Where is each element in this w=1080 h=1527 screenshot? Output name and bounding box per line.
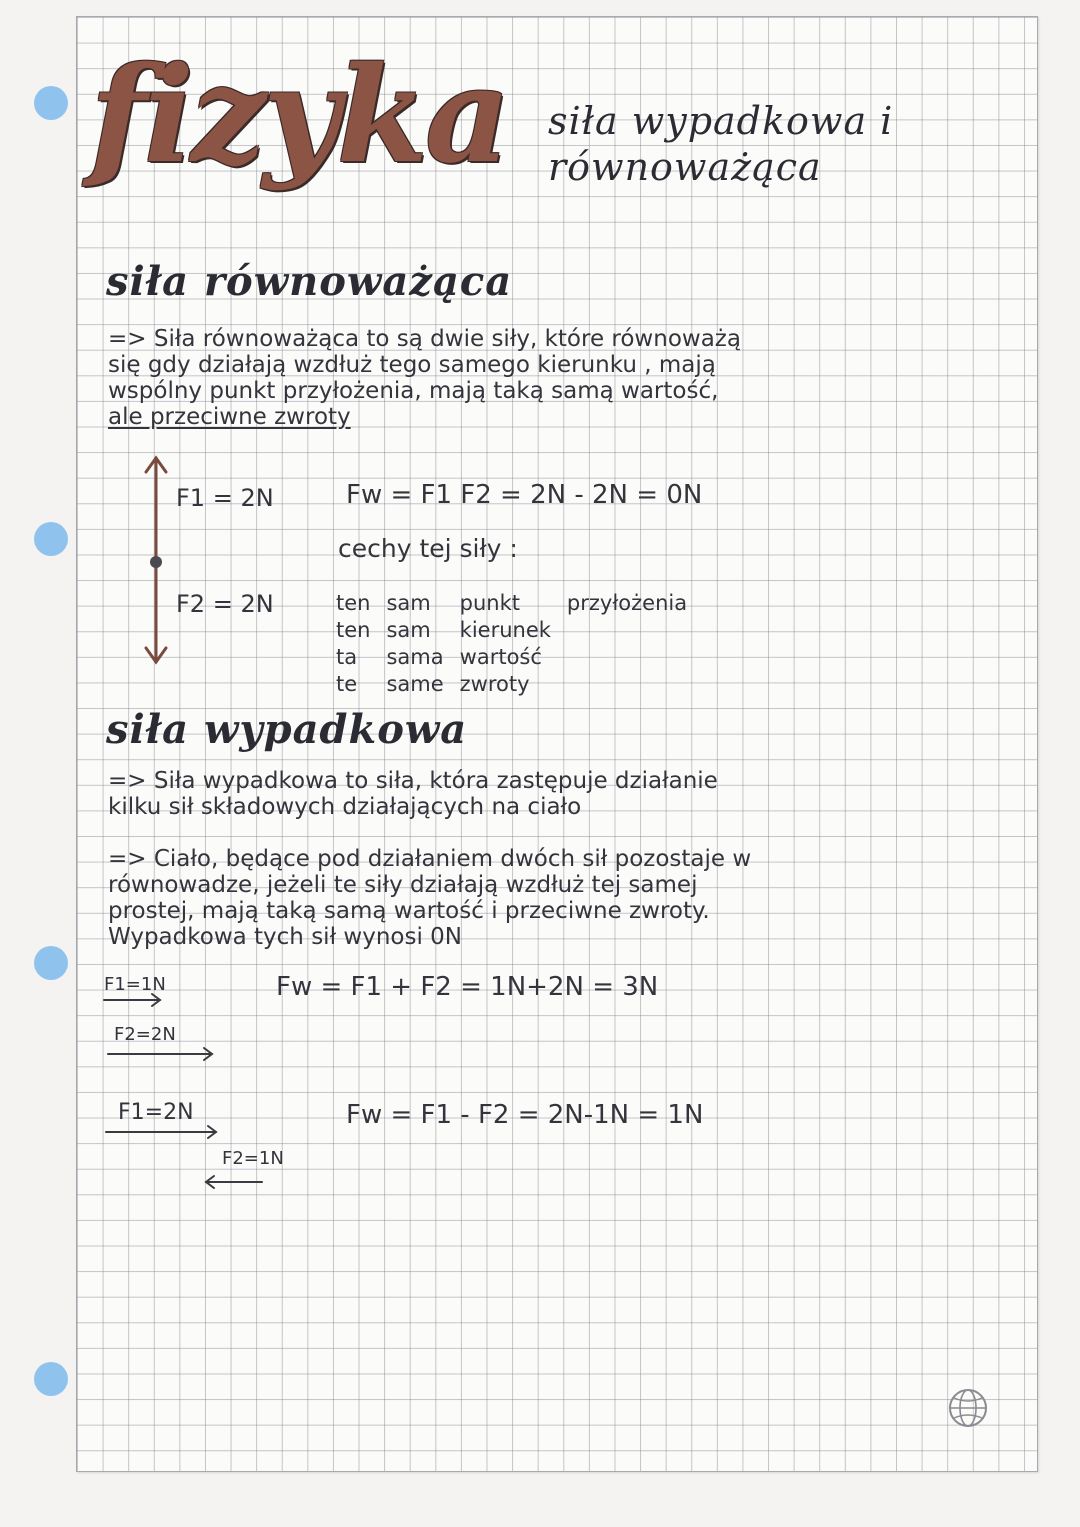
feature-word <box>567 671 703 698</box>
feature-word: sam <box>386 618 431 642</box>
definition-line: ale przeciwne zwroty <box>108 404 351 430</box>
feature-word: przyłożenia <box>566 591 688 615</box>
subject-title: fizyka <box>90 38 508 193</box>
feature-word: ten <box>336 591 371 615</box>
features-list <box>336 590 703 698</box>
body-line: Wypadkowa tych sił wynosi 0N <box>108 924 463 950</box>
feature-row <box>336 590 703 617</box>
section-title-balancing-force: siła równoważąca <box>106 258 513 305</box>
f2-label: F2 = 2N <box>176 590 274 618</box>
application-point <box>150 556 162 568</box>
example1-f2-label: F2=2N <box>114 1024 176 1045</box>
feature-row <box>336 617 703 644</box>
body-line: => Ciało, będące pod działaniem dwóch sił pozostaje w <box>108 846 752 872</box>
balancing-force-equation: Fw = F1 F2 = 2N - 2N = 0N <box>346 480 703 510</box>
definition-line: => Siła wypadkowa to siła, która zastępuje działanie <box>108 768 718 794</box>
definition-line: się gdy działają wzdłuż tego samego kierunku , mają <box>108 352 716 378</box>
feature-word: sama <box>386 645 444 669</box>
feature-word: kierunek <box>459 618 551 642</box>
example2-f1-label: F1=2N <box>118 1100 194 1125</box>
definition-line: wspólny punkt przyłożenia, mają taką samą wartość, <box>108 378 719 404</box>
example2-equation: Fw = F1 - F2 = 2N-1N = 1N <box>346 1100 704 1130</box>
globe-icon <box>944 1384 992 1432</box>
feature-word: sam <box>386 591 431 615</box>
definition-line: kilku sił składowych działających na ciało <box>108 794 582 820</box>
feature-word: ta <box>336 645 358 669</box>
feature-word: te <box>336 672 358 696</box>
feature-row <box>336 671 703 698</box>
example1-f1-label: F1=1N <box>104 974 166 995</box>
body-line: równowadze, jeżeli te siły działają wzdłuż tej samej <box>108 872 698 898</box>
balancing-force-diagram <box>146 458 166 662</box>
feature-word <box>567 617 703 644</box>
body-line: prostej, mają taką samą wartość i przeciwne zwroty. <box>108 898 710 924</box>
feature-word: ten <box>336 618 371 642</box>
features-title: cechy tej siły : <box>338 534 518 563</box>
feature-word <box>567 644 703 671</box>
topic-title-line-1: siła wypadkowa i <box>548 99 894 143</box>
feature-word: same <box>386 672 444 696</box>
example1-equation: Fw = F1 + F2 = 1N+2N = 3N <box>276 972 659 1002</box>
feature-word: zwroty <box>459 672 530 696</box>
f1-label: F1 = 2N <box>176 484 274 512</box>
feature-row <box>336 644 703 671</box>
definition-line: => Siła równoważąca to są dwie siły, które równoważą <box>108 326 741 352</box>
topic-title-line-2: równoważąca <box>548 145 822 189</box>
feature-word: punkt <box>459 591 521 615</box>
feature-word: wartość <box>459 645 542 669</box>
example2-f2-label: F2=1N <box>222 1148 284 1169</box>
section-title-resultant-force: siła wypadkowa <box>106 706 468 753</box>
